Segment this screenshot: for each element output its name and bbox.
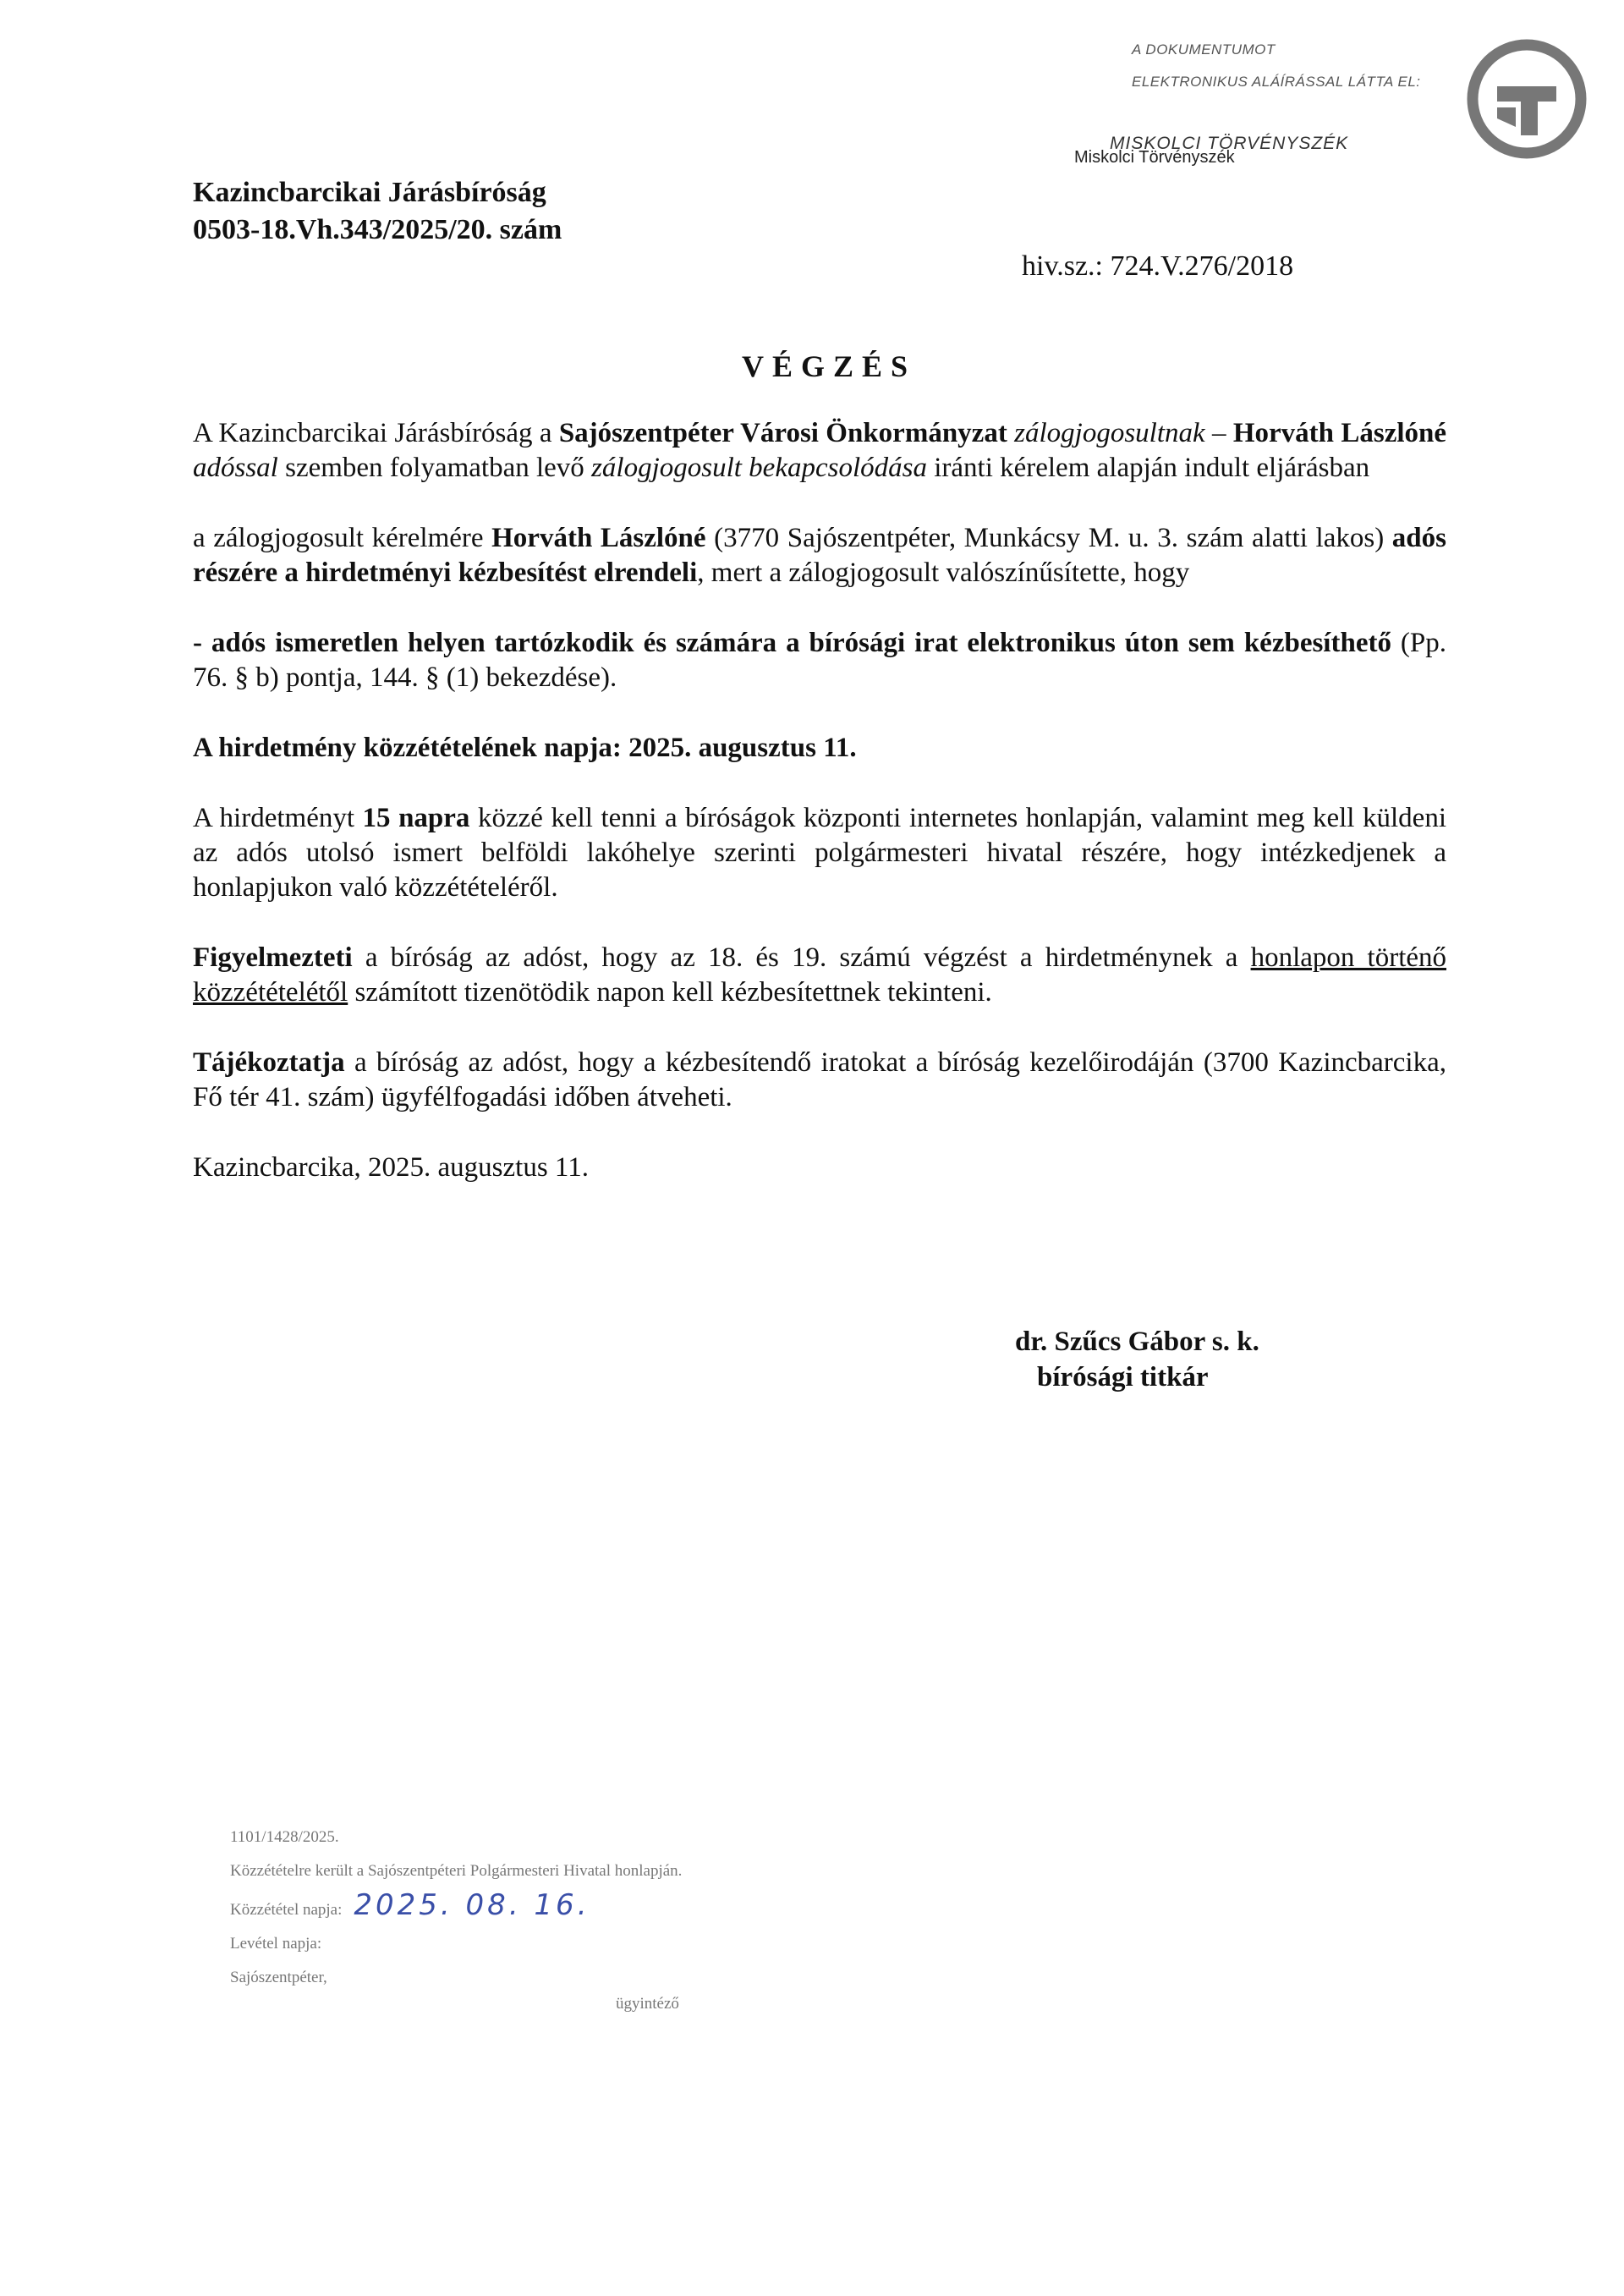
- posting-stamp: [230, 1821, 682, 1995]
- paragraph-information: Tájékoztatja a bíróság az adóst, hogy a kézbesítendő iratokat a bíróság kezelőirodáján (3700 Kazincbarcika, Fő tér 41. szám) ügyfélfogadási időben átveheti.: [193, 1047, 1446, 1112]
- document-body: [193, 416, 1446, 1221]
- stamp-reg-number: 1101/1428/2025.: [230, 1828, 339, 1846]
- esignature-line2: ELEKTRONIKUS ALÁÍRÁSSAL LÁTTA EL:: [1132, 74, 1421, 90]
- stamp-removal-date: Levétel napja:: [230, 1935, 322, 1953]
- stamp-place: Sajószentpéter,: [230, 1969, 327, 1986]
- stamp-posted-date: Közzététel napja: 2025. 08. 16.: [230, 1888, 590, 1922]
- case-number: 0503-18.Vh.343/2025/20. szám: [193, 214, 562, 245]
- esignature-court: Miskolci Törvényszék: [1074, 148, 1235, 167]
- paragraph-warning: Figyelmezteti a bíróság az adóst, hogy az 18. és 19. számú végzést a hirdetménynek a honlapon történő közzétételétől számított tizenötödik napon kell kézbesítettnek tekinteni.: [193, 942, 1447, 1008]
- reference-number: hiv.sz.: 724.V.276/2018: [1022, 250, 1294, 282]
- paragraph-publication-date: A hirdetmény közzétételének napja: 2025. augusztus 11.: [193, 733, 857, 763]
- stamp-official: ügyintéző: [616, 1995, 679, 2013]
- esignature-court-upper: MISKOLCI TÖRVÉNYSZÉK: [1110, 134, 1349, 153]
- court-header: [193, 174, 562, 249]
- paragraph-reason: - adós ismeretlen helyen tartózkodik és számára a bírósági irat elektronikus úton sem kézbesíthető (Pp. 76. § b) pontja, 144. § (1) bekezdése).: [193, 628, 1446, 693]
- esignature-text: [1132, 34, 1421, 98]
- paragraph-intro: A Kazincbarcikai Járásbíróság a Sajószentpéter Városi Önkormányzat zálogjogosultnak – Horváth Lászlóné adóssal szemben folyamatban levő zálogjogosult bekapcsolódása iránti kérelem alapján indult eljárásban: [193, 418, 1447, 483]
- court-seal-icon: [1463, 36, 1590, 162]
- handwritten-date: 2025. 08. 16.: [354, 1888, 590, 1922]
- esignature-line1: A DOKUMENTUMOT: [1132, 41, 1276, 58]
- place-date: Kazincbarcika, 2025. augusztus 11.: [193, 1152, 589, 1183]
- signatory-role: bírósági titkár: [1037, 1362, 1209, 1392]
- document-title: VÉGZÉS: [741, 349, 917, 383]
- paragraph-order: a zálogjogosult kérelmére Horváth Lászlóné (3770 Sajószentpéter, Munkácsy M. u. 3. szám alatti lakos) adós részére a hirdetményi kézbesítést elrendeli, mert a zálogjogosult valószínűsítette, hogy: [193, 523, 1446, 588]
- stamp-posted-text: Közzétételre került a Sajószentpéteri Polgármesteri Hivatal honlapján.: [230, 1862, 683, 1880]
- court-name: Kazincbarcikai Járásbíróság: [193, 177, 546, 208]
- paragraph-publication: A hirdetményt 15 napra közzé kell tenni a bíróságok központi internetes honlapján, valamint meg kell küldeni az adós utolsó ismert belföldi lakóhelye szerinti polgármesteri hivatal részére, hogy intézkedjenek a honlapjukon való közzétételéről.: [193, 803, 1446, 903]
- signatory-name: dr. Szűcs Gábor s. k.: [1015, 1327, 1259, 1357]
- signature-block: [1015, 1324, 1259, 1395]
